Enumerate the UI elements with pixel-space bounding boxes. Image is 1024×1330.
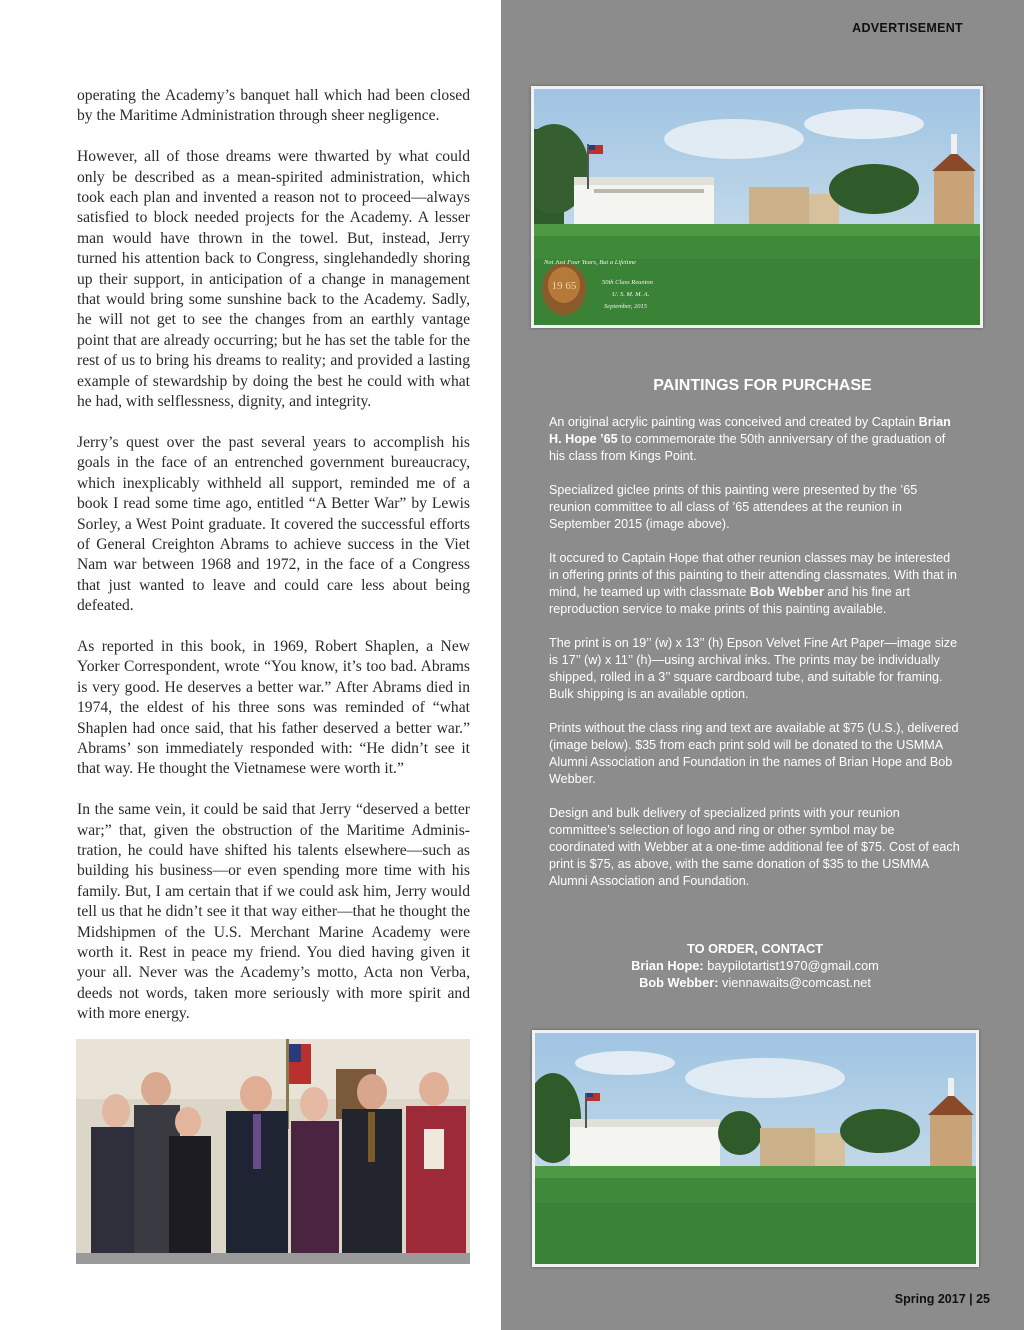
ad-body [549, 414, 961, 907]
contact-name: Bob Webber: [639, 975, 719, 990]
ad-text: It occured to Captain Hope that other reunion classes may be interested in offering prints of this painting to their attending classmates. With that in mind, he teamed up with classmate [549, 551, 957, 599]
ad-paragraph: The print is on 19’’ (w) x 13’’ (h) Epson Velvet Fine Art Paper—image size is 17’’ (w) x 11’’ (h)—using archival inks. The prints may be individually shipped, rolled in a 3’’ square cardboard tube, and suitable for framing. Bulk shipping is an available option. [549, 636, 958, 701]
photo-bottom-border [76, 1253, 470, 1264]
article-paragraph: operating the Academy’s banquet hall which had been closed by the Maritime Administration through sheer negligence. [77, 87, 470, 125]
painting-caption-line: September, 2015 [604, 303, 647, 310]
ad-paragraph [549, 550, 961, 618]
advertisement-label: ADVERTISEMENT [852, 21, 963, 35]
group-photo [76, 1039, 470, 1264]
painting-without-ring [532, 1030, 979, 1267]
painting-caption-line: U. S. M. M. A. [612, 291, 650, 298]
ad-text: An original acrylic painting was conceived and created by Captain [549, 415, 919, 429]
ring-year: 19 65 [551, 280, 577, 292]
contact-name: Brian Hope: [631, 958, 704, 973]
ad-text: to commemorate the 50th anniversary of the graduation of his class from Kings Point. [549, 432, 946, 463]
ad-title: PAINTINGS FOR PURCHASE [653, 377, 872, 394]
artist-name: Brian H. Hope ’65 [549, 415, 951, 446]
article-body [77, 86, 470, 1045]
ad-paragraph: Design and bulk delivery of specialized prints with your reunion committee’s selection of logo and ring or other symbol may be coordinated with Webber at a one-time additional fee of $75. Cost of each print is $75, as above, with the same donation of $35 to the USMMA Alumni Association and Foundation. [549, 806, 960, 888]
article-paragraph: In the same vein, it could be said that Jerry “deserved a better war;” that, given the obstruction of the Maritime Adminis-tration, he could have shifted his talents elsewhere—such as building his business—or even spending more time with his family. But, I am certain that if we could ask him, Jerry would tell us that he didn’t see it that way either—that he thought the Midshipmen of the U.S. Merchant Marine Academy were worth it. Rest in peace my friend. You died having given it your all. Never was the Academy’s motto, Acta non Verba, deeds not words, taken more seriously with more spirit and with more energy. [77, 801, 470, 1023]
partner-name: Bob Webber [749, 585, 824, 599]
ad-paragraph: Specialized giclee prints of this painting were presented by the ’65 reunion committee to all class of ’65 attendees at the reunion in September 2015 (image above). [549, 483, 918, 531]
contact-line [549, 974, 961, 991]
ad-text: and his fine art reproduction service to make prints of this painting available. [549, 585, 910, 616]
order-contact-block [549, 940, 961, 991]
contact-email[interactable]: viennawaits@comcast.net [722, 975, 871, 990]
contact-email[interactable]: baypilotartist1970@gmail.com [707, 958, 879, 973]
page-footer: Spring 2017 | 25 [894, 1292, 990, 1306]
ad-paragraph [549, 414, 961, 465]
contact-line [549, 957, 961, 974]
order-heading: TO ORDER, CONTACT [686, 941, 824, 956]
ad-paragraph: Prints without the class ring and text are available at $75 (U.S.), delivered (image below). $35 from each print sold will be donated to the USMMA Alumni Association and Foundation in the names of Brian Hope and Bob Webber. [549, 721, 959, 786]
article-paragraph: However, all of those dreams were thwarted by what could only be described as a mean-spirited administration, which took each plan and invented a reason not to proceed—always satisfied to block needed projects for the Academy. A lesser man would have thrown in the towel. But, instead, Jerry turned his attention back to Congress, singlehandedly shoring up their support, in anticipation of a change in management that would bring some sunshine back to the Academy. Sadly, he will not get to see the changes from an earthly vantage point that are already occurring; but he has set the table for the rest of us to bring his dreams to reality; and provided a lasting example of stewardship by doing the best he could with what he had, with selflessness, dignity, and integrity. [77, 148, 470, 411]
painting-with-ring [531, 86, 983, 328]
article-paragraph: Jerry’s quest over the past several years to accomplish his goals in the face of an entrenched government bureaucracy, which inexplicably withheld all support, reminded me of a book I read some time ago, entitled “A Better War” by Lewis Sorley, a West Point graduate. It covered the successful efforts of General Creighton Abrams to achieve success in the Viet Nam war between 1968 and 1972, in the face of a Congress that just wanted to leave and could care less about being defeated. [77, 433, 470, 615]
article-paragraph: As reported in this book, in 1969, Robert Shaplen, a New Yorker Correspondent, wrote “You know, it’s too bad. Abrams is very good. He deserves a better war.” After Abrams died in 1974, the eldest of his three sons was reminded of “what Shaplen had once said, that his father deserved a better war.” Abrams’ son immediately responded with: “He didn’t see it that way. He thought the Vietnamese were worth it.” [77, 637, 470, 778]
painting-caption-line: 50th Class Reunion [602, 279, 653, 286]
painting-caption-line: Not Just Four Years, But a Lifetime [544, 259, 637, 266]
